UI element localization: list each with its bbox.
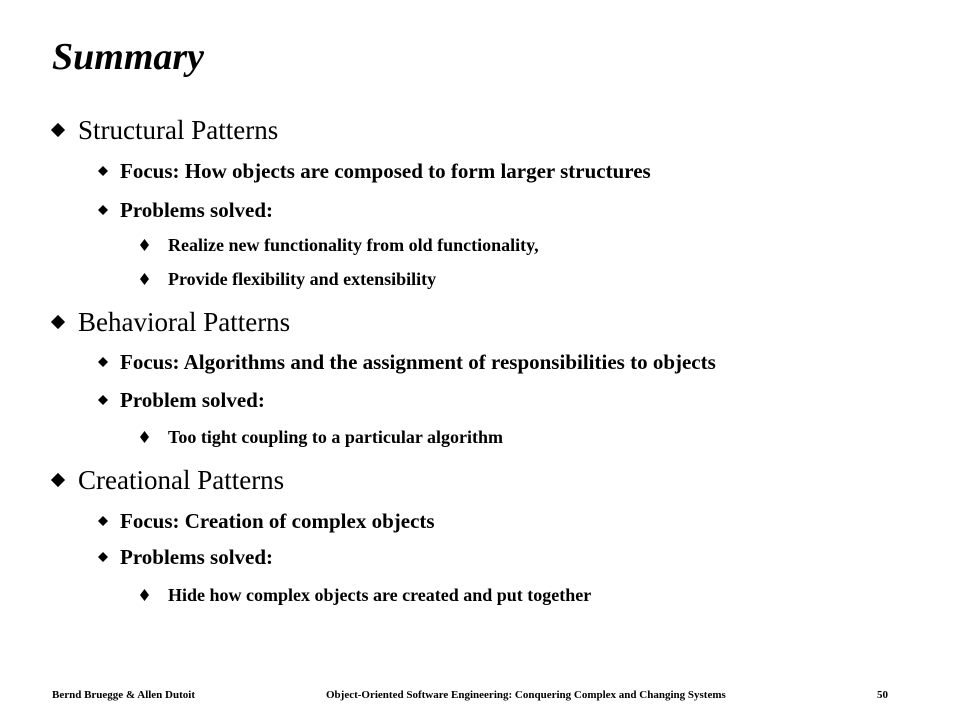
sub-list-item xyxy=(140,584,591,606)
sub-list-item xyxy=(140,234,539,256)
list-item xyxy=(98,350,716,374)
sub-list-item-text: Hide how complex objects are created and put together xyxy=(168,585,592,605)
sub-list-item-text: Too tight coupling to a particular algorithm xyxy=(168,427,504,447)
small-diamond-bullet-icon xyxy=(140,273,168,285)
square-bullet-icon xyxy=(50,122,78,138)
diamond-bullet-icon xyxy=(98,552,120,562)
small-diamond-bullet-icon xyxy=(140,431,168,443)
diamond-bullet-icon xyxy=(98,205,120,215)
square-bullet-icon xyxy=(50,314,78,330)
small-diamond-bullet-icon xyxy=(140,239,168,251)
page-title: Summary xyxy=(52,36,205,78)
sub-list-item-text: Realize new functionality from old functionality, xyxy=(168,235,539,255)
section-heading xyxy=(50,307,290,337)
list-item xyxy=(98,509,435,533)
list-item-text: Focus: Creation of complex objects xyxy=(120,509,435,533)
footer-authors: Bernd Bruegge & Allen Dutoit xyxy=(52,689,195,701)
sub-list-item xyxy=(140,268,436,290)
list-item xyxy=(98,545,273,569)
diamond-bullet-icon xyxy=(98,516,120,526)
diamond-bullet-icon xyxy=(98,166,120,176)
sub-list-item-text: Provide flexibility and extensibility xyxy=(168,269,437,289)
list-item-text: Focus: How objects are composed to form larger structures xyxy=(120,159,651,183)
footer-page-number: 50 xyxy=(877,689,888,701)
section-heading-text: Structural Patterns xyxy=(78,115,279,145)
diamond-bullet-icon xyxy=(98,395,120,405)
list-item xyxy=(98,388,265,412)
diamond-bullet-icon xyxy=(98,357,120,367)
section-heading-text: Creational Patterns xyxy=(78,465,285,495)
section-heading xyxy=(50,465,284,495)
small-diamond-bullet-icon xyxy=(140,589,168,601)
footer-book-title: Object-Oriented Software Engineering: Conquering Complex and Changing Systems xyxy=(326,689,726,701)
sub-list-item xyxy=(140,426,503,448)
list-item-text: Problem solved: xyxy=(120,388,265,412)
square-bullet-icon xyxy=(50,472,78,488)
list-item-text: Problems solved: xyxy=(120,198,274,222)
list-item-text: Focus: Algorithms and the assignment of responsibilities to objects xyxy=(120,350,716,374)
section-heading-text: Behavioral Patterns xyxy=(78,307,291,337)
list-item-text: Problems solved: xyxy=(120,545,274,569)
list-item xyxy=(98,198,273,222)
section-heading xyxy=(50,115,278,145)
list-item xyxy=(98,159,651,183)
